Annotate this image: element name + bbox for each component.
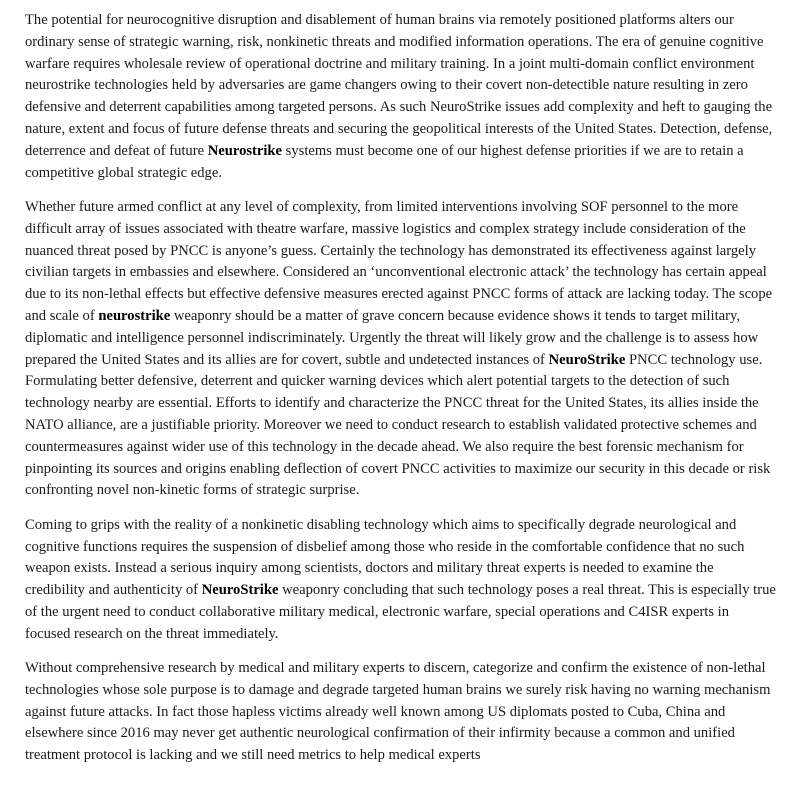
paragraph-2 bbox=[25, 197, 777, 502]
paragraph-3 bbox=[25, 515, 777, 646]
paragraph-3-text: weaponry concluding that such technology poses a real threat. This is especially true of the urgent need to conduct collaborative military medical, electronic warfare, special operations and C4ISR experts in focused research on the threat immediately. bbox=[25, 582, 776, 642]
paragraph-1 bbox=[25, 10, 777, 184]
paragraph-2-text: weaponry should be a matter of grave concern because evidence shows it tends to target military, diplomatic and intelligence personnel indiscriminately. Urgently the threat will likely grow and the challenge is to assess how prepared the United States and its allies are for covert, subtle and undetected instances of bbox=[25, 307, 759, 368]
paragraph-2-text: PNCC technology use. Formulating better defensive, deterrent and quicker warning devices which alert potential targets to the detection of such technology nearby are essential. Efforts to identify and characterize the PNCC threat for the United States, its allies inside the NATO alliance, are a justifiable priority. Moreover we need to conduct research to establish validated protective schemes and countermeasures against wider use of this technology in the decade ahead. We also require the best forensic mechanism for pinpointing its sources and origins enabling deflection of covert PNCC activities to maximize our security in this decade or risk confronting novel non-kinetic forms of strategic surprise. bbox=[25, 351, 771, 499]
neurostrike-term: NeuroStrike bbox=[201, 582, 279, 599]
document-body bbox=[25, 10, 777, 780]
paragraph-3-text: Coming to grips with the reality of a nonkinetic disabling technology which aims to specifically degrade neurological and cognitive functions requires the suspension of disbelief among those who reside in the comfortable confidence that no such weapon exists. Instead a serious inquiry among scientists, doctors and military threat experts is needed to examine the credibility and authenticity of bbox=[25, 516, 745, 599]
paragraph-1-text: systems must become one of our highest defense priorities if we are to retain a competitive global strategic edge. bbox=[25, 142, 744, 181]
neurostrike-term: Neurostrike bbox=[207, 142, 283, 159]
paragraph-2-text: Whether future armed conflict at any level of complexity, from limited interventions involving SOF personnel to the more difficult array of issues associated with theatre warfare, massive logistics and complex strategy include consideration of the nuanced threat posed by PNCC is anyone’s guess. Certainly the technology has demonstrated its effectiveness against largely civilian targets in embassies and elsewhere. Considered an ‘unconventional electronic attack’ the technology has certain appeal due to its non-lethal effects but effective defensive measures erected against PNCC forms of attack are lacking today. The scope and scale of bbox=[25, 198, 773, 324]
paragraph-4-text: Without comprehensive research by medical and military experts to discern, categorize and confirm the existence of non-lethal technologies whose sole purpose is to damage and degrade targeted human brains we surely risk having no warning mechanism against future attacks. In fact those hapless victims already well known among US diplomats posted to Cuba, China and elsewhere since 2016 may never get authentic neurological confirmation of their infirmity because a common and unified treatment protocol is lacking and we still need metrics to help medical experts bbox=[25, 660, 771, 764]
paragraph-1-text: The potential for neurocognitive disruption and disablement of human brains via remotely positioned platforms alters our ordinary sense of strategic warning, risk, nonkinetic threats and modified information operations. The era of genuine cognitive warfare requires wholesale review of operational doctrine and military training. In a joint multi-domain conflict environment neurostrike technologies held by adversaries are game changers owing to their covert non-detectible nature resulting in zero defensive and deterrent capabilities among targeted persons. As such NeuroStrike issues add complexity and heft to gauging the nature, extent and focus of future defense threats and securing the geopolitical interests of the United States. Detection, defense, deterrence and defeat of future bbox=[25, 12, 773, 159]
neurostrike-term: NeuroStrike bbox=[548, 351, 626, 368]
paragraph-4 bbox=[25, 658, 777, 767]
neurostrike-term: neurostrike bbox=[98, 307, 171, 324]
